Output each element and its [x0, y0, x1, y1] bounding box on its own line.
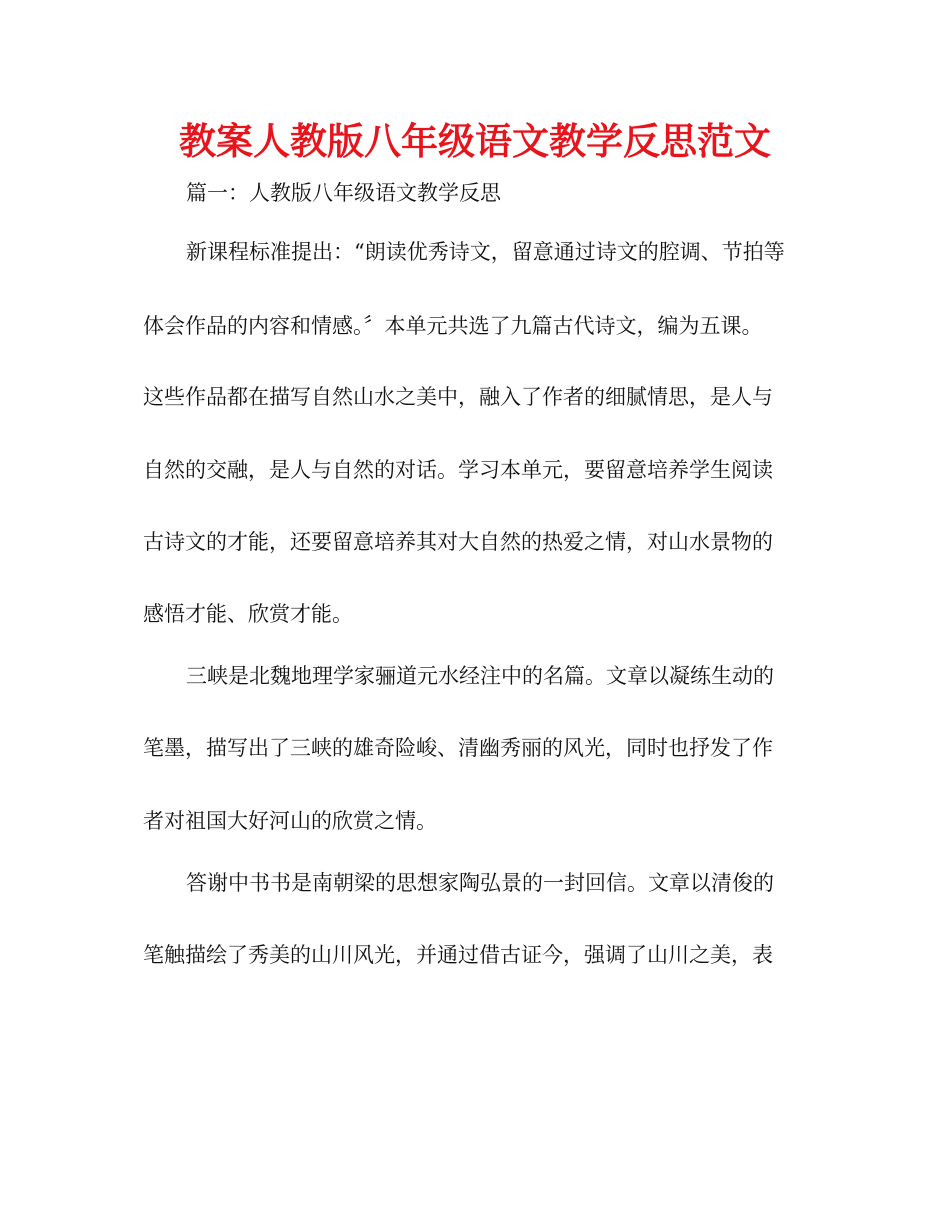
paragraph-line: 三峡是北魏地理学家骊道元水经注中的名篇。文章以凝练生动的: [186, 664, 774, 688]
section-heading: 篇一：人教版八年级语文教学反思: [186, 181, 501, 205]
paragraph-line: 体会作品的内容和情感。〞本单元共选了九篇古代诗文，编为五课。: [143, 314, 763, 338]
paragraph-line: 古诗文的才能，还要留意培养其对大自然的热爱之情，对山水景物的: [143, 530, 773, 554]
paragraph-line: 这些作品都在描写自然山水之美中，融入了作者的细腻情思，是人与: [143, 385, 773, 409]
paragraph-line: 感悟才能、欣赏才能。: [143, 602, 353, 626]
page-title: 教案人教版八年级语文教学反思范文: [179, 120, 771, 163]
paragraph-line: 笔触描绘了秀美的山川风光，并通过借古证今，强调了山川之美，表: [143, 943, 773, 967]
paragraph-line: 笔墨，描写出了三峡的雄奇险峻、清幽秀丽的风光，同时也抒发了作: [143, 736, 773, 760]
paragraph-line: 新课程标准提出：“朗读优秀诗文，留意通过诗文的腔调、节拍等: [186, 240, 785, 264]
paragraph-line: 答谢中书书是南朝梁的思想家陶弘景的一封回信。文章以清俊的: [186, 871, 774, 895]
paragraph-line: 自然的交融，是人与自然的对话。学习本单元，要留意培养学生阅读: [143, 458, 773, 482]
paragraph-line: 者对祖国大好河山的欣赏之情。: [143, 809, 437, 833]
